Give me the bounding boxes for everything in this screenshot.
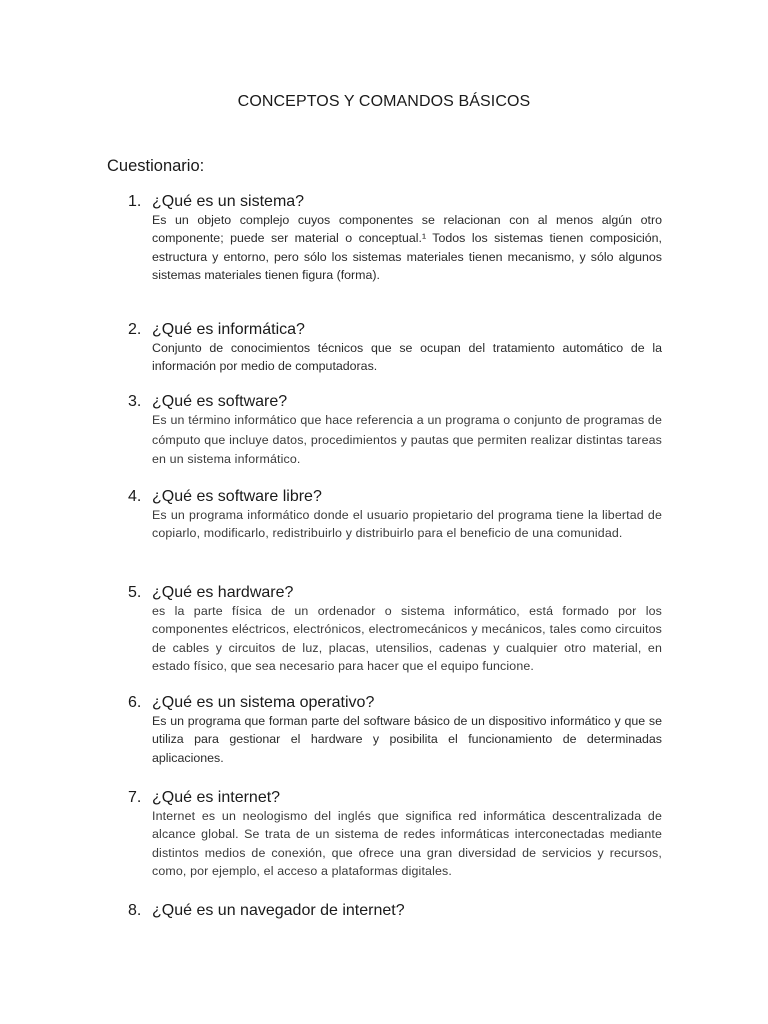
question-text: ¿Qué es software libre? xyxy=(152,488,322,505)
question-number: 2. xyxy=(128,321,142,338)
question-text: ¿Qué es informática? xyxy=(152,321,305,338)
answer-text: Internet es un neologismo del inglés que significa red informática descentralizada de alcance global. Se trata de un sistema de redes informáticas interconectadas mediante distintos medios de conexión, que ofrece una gran diversidad de servicios y recursos, como, por ejemplo, el acceso a plataformas digitales. xyxy=(152,809,662,879)
question-7 xyxy=(128,788,662,881)
document-title: CONCEPTOS Y COMANDOS BÁSICOS xyxy=(237,93,531,110)
question-text: ¿Qué es software? xyxy=(152,393,288,410)
question-number: 6. xyxy=(128,694,142,711)
question-text: ¿Qué es un sistema? xyxy=(152,193,305,210)
question-text: ¿Qué es internet? xyxy=(152,789,281,806)
question-text: ¿Qué es hardware? xyxy=(152,584,294,601)
section-heading: Cuestionario: xyxy=(107,157,205,175)
answer-text: Conjunto de conocimientos técnicos que se ocupan del tratamiento automático de la información por medio de computadoras. xyxy=(152,341,662,374)
question-6 xyxy=(128,693,662,767)
question-heading xyxy=(128,487,662,506)
answer-text: Es un término informático que hace referencia a un programa o conjunto de programas de cómputo que incluye datos, procedimientos y pautas que permiten realizar distintas tareas en un sistema informático. xyxy=(152,413,662,466)
question-heading xyxy=(128,192,662,211)
question-text: ¿Qué es un sistema operativo? xyxy=(152,694,375,711)
question-8 xyxy=(128,901,662,920)
question-heading xyxy=(128,693,662,712)
question-heading xyxy=(128,392,662,411)
question-heading xyxy=(128,583,662,602)
answer-text: es la parte física de un ordenador o sistema informático, está formado por los componentes eléctricos, electrónicos, electromecánicos y mecánicos, tales como circuitos de cables y circuitos de luz, placas, utensilios, cadenas y cualquier otro material, en estado físico, que sea necesario para hacer que el equipo funcione. xyxy=(152,604,662,674)
question-4 xyxy=(128,487,662,543)
question-2 xyxy=(128,320,662,376)
question-heading xyxy=(128,788,662,807)
answer-text: Es un programa que forman parte del software básico de un dispositivo informático y que se utiliza para gestionar el hardware y posibilita el funcionamiento de determinadas aplicaciones. xyxy=(152,714,662,765)
question-3 xyxy=(128,392,662,470)
question-number: 5. xyxy=(128,584,142,601)
question-number: 4. xyxy=(128,488,142,505)
question-text: ¿Qué es un navegador de internet? xyxy=(152,902,405,919)
question-heading xyxy=(128,901,662,920)
question-number: 1. xyxy=(128,193,142,210)
answer-text: Es un objeto complejo cuyos componentes se relacionan con al menos algún otro componente; puede ser material o conceptual.¹ Todos los sistemas tienen composición, estructura y entorno, pero sólo los sistemas materiales tienen mecanismo, y sólo algunos sistemas materiales tienen figura (forma). xyxy=(152,213,662,283)
question-5 xyxy=(128,583,662,676)
question-number: 7. xyxy=(128,789,142,806)
question-number: 3. xyxy=(128,393,142,410)
question-heading xyxy=(128,320,662,339)
question-1 xyxy=(128,192,662,285)
question-number: 8. xyxy=(128,902,142,919)
answer-text: Es un programa informático donde el usuario propietario del programa tiene la libertad de copiarlo, modificarlo, redistribuirlo y distribuirlo para el beneficio de una comunidad. xyxy=(152,508,662,541)
